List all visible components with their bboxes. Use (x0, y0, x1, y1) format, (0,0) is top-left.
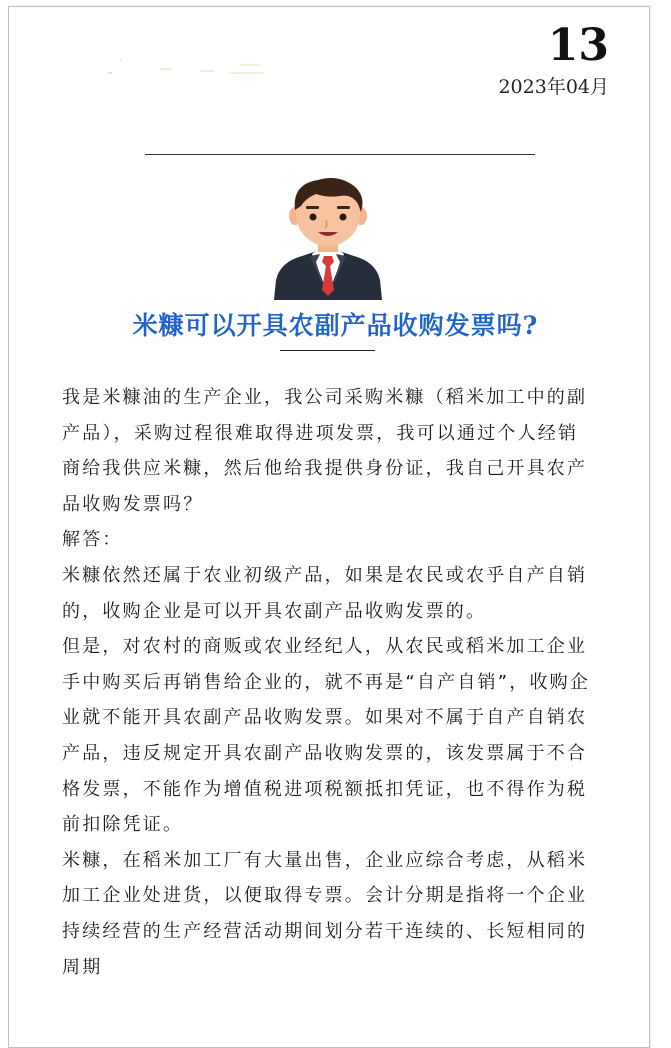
article-body (62, 380, 592, 985)
businessman-avatar-icon (268, 176, 388, 300)
issue-number: 13 (547, 20, 609, 71)
header-divider (145, 154, 535, 155)
issue-date: 2023年04月 (498, 76, 609, 98)
answer-paragraph-1: 米糠依然还属于农业初级产品，如果是农民或农乎自产自销的，收购企业是可以开具农副产品收购发票的。 (62, 564, 588, 622)
question-paragraph: 我是米糠油的生产企业，我公司采购米糠（稻米加工中的副产品），采购过程很难取得进项发票，我可以通过个人经销商给我供应米糠，然后他给我提供身份证，我自己开具农产品收购发票吗？ (62, 387, 588, 515)
answer-label: 解答： (62, 529, 123, 551)
title-underline (280, 350, 375, 351)
faded-watermark (100, 60, 280, 130)
article-title: 米糠可以开具农副产品收购发票吗? (132, 311, 539, 340)
answer-paragraph-3: 米糠，在稻米加工厂有大量出售，企业应综合考虑，从稻米加工企业处进货，以便取得专票。会计分期是指将一个企业持续经营的生产经营活动期间划分若干连续的、长短相同的周期 (62, 849, 588, 978)
answer-paragraph-2: 但是，对农村的商贩或农业经纪人，从农民或稻米加工企业手中购买后再销售给企业的，就不再是“自产自销”，收购企业就不能开具农副产品收购发票。如果对不属于自产自销农产品，违反规定开具农副产品收购发票的，该发票属于不合格发票，不能作为增值税进项税额抵扣凭证，也不得作为税前扣除凭证。 (62, 636, 591, 836)
